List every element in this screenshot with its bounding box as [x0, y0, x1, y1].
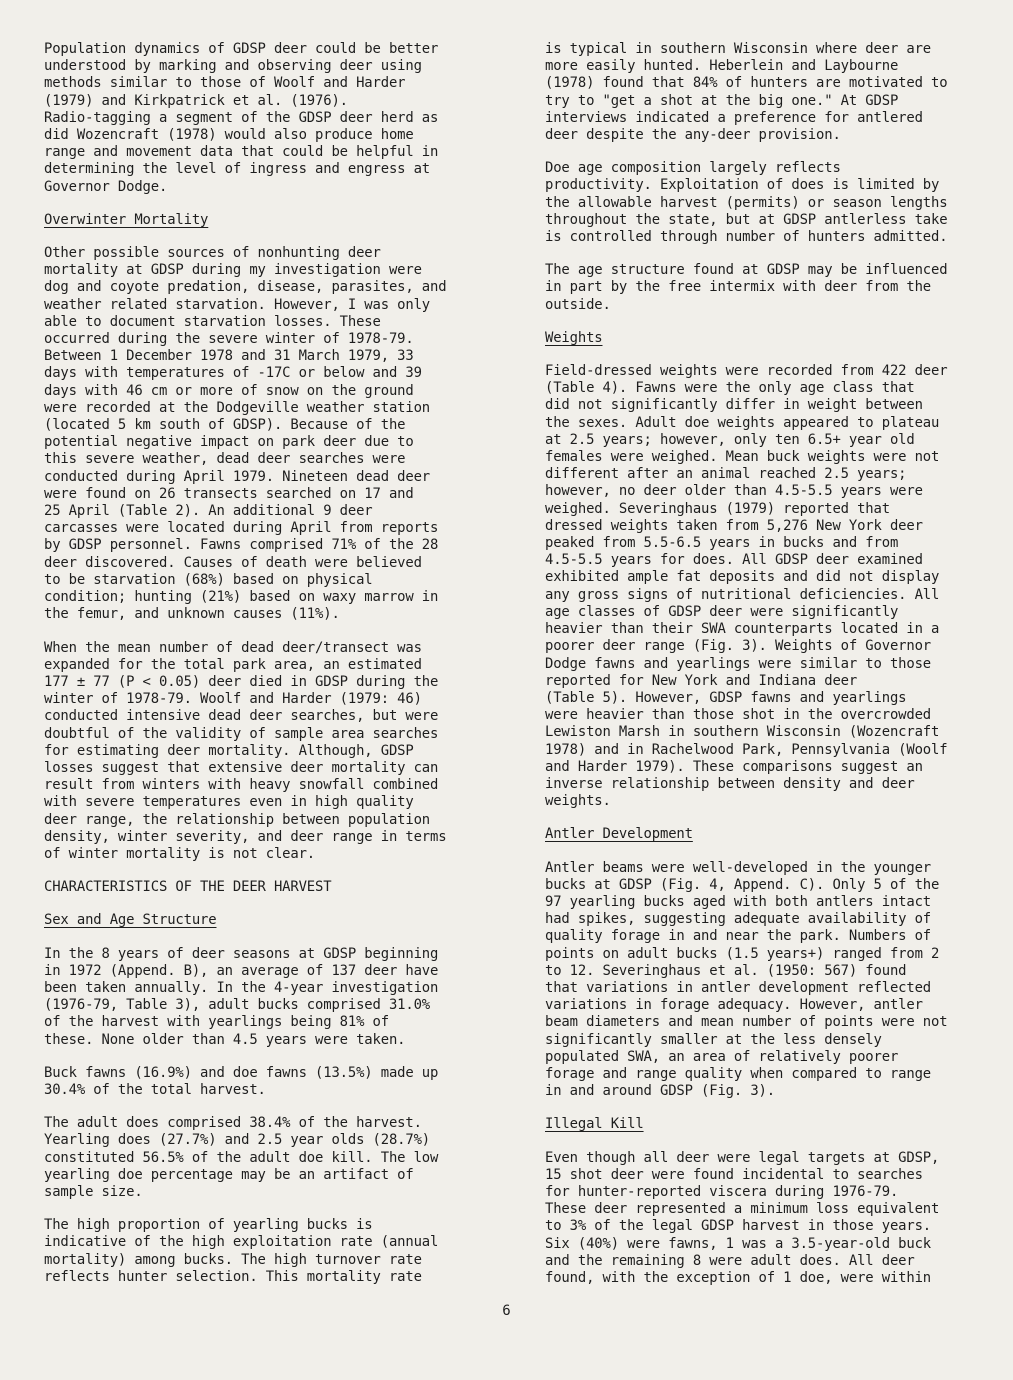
right-column [545, 41, 985, 1303]
paragraph: Buck fawns (16.9%) and doe fawns (13.5%) made up 30.4% of the total harvest. [44, 1064, 439, 1098]
section-heading-weights: Weights [545, 329, 603, 346]
section-heading-illegal-kill: Illegal Kill [545, 1116, 644, 1133]
paragraph: Doe age composition largely reflects productivity. Exploitation of does is limited by the allowable harvest (permits) or season lengths throughout the state, but at GDSP antlerless take is controlled through number of hunters admitted. [545, 160, 948, 246]
section-heading-overwinter-mortality: Overwinter Mortality [44, 211, 209, 228]
paragraph: is typical in southern Wisconsin where deer are more easily hunted. Heberlein and Laybourne (1978) found that 84% of hunters are motivated to try to "get a shot at the big one." At GDSP interviews indicated a preference for antlered deer despite the any-deer provision. [545, 41, 948, 144]
paragraph: In the 8 years of deer seasons at GDSP beginning in 1972 (Append. B), an average of 137 deer have been taken annually. In the 4-year investigation (1976-79, Table 3), adult bucks comprised 31.0% of the harvest with yearlings being 81% of these. None older than 4.5 years were taken. [44, 945, 439, 1048]
paragraph: Even though all deer were legal targets at GDSP, 15 shot deer were found incidental to searches for hunter-reported viscera during 1976-79. These deer represented a minimum loss equivalent to 3% of the legal GDSP harvest in those years. Six (40%) were fawns, 1 was a 3.5-year-old buck and the remaining 8 were adult does. All deer found, with the exception of 1 doe, were within [545, 1149, 940, 1286]
paragraph: The adult does comprised 38.4% of the harvest. Yearling does (27.7%) and 2.5 year olds (28.7%) constituted 56.5% of the adult doe kill. The low yearling doe percentage may be an artifact of sample size. [44, 1115, 439, 1200]
paragraph: The high proportion of yearling bucks is indicative of the high exploitation rate (annual mortality) among bucks. The high turnover rate reflects hunter selection. This mortality rate [44, 1217, 439, 1285]
section-title-harvest-characteristics: CHARACTERISTICS OF THE DEER HARVEST [44, 879, 332, 896]
page-number: 6 [502, 1303, 511, 1319]
paragraph: Field-dressed weights were recorded from 422 deer (Table 4). Fawns were the only age class that did not significantly differ in weight between the sexes. Adult doe weights appeared to plateau at 2.5 years; however, only ten 6.5+ year old females were weighed. Mean buck weights were not different after an animal reached 2.5 years; however, no deer older than 4.5-5.5 years were weighed. Severinghaus (1979) reported that dressed weights taken from 5,276 New York deer peaked from 5.5-6.5 years in bucks and from 4.5-5.5 years for does. All GDSP deer examined exhibited ample fat deposits and did not display any gross signs of nutritional deficiencies. All age classes of GDSP deer were significantly heavier than their SWA counterparts located in a poorer deer range (Fig. 3). Weights of Governor Dodge fawns and yearlings were similar to those reported for New York and Indiana deer (Table 5). However, GDSP fawns and yearlings were heavier than those shot in the overcrowded Lewiston Marsh in southern Wisconsin (Wozencraft 1978) and in Rachelwood Park, Pennsylvania (Woolf and Harder 1979). These comparisons suggest an inverse relationship between density and deer weights. [545, 363, 948, 810]
paragraph: The age structure found at GDSP may be influenced in part by the free intermix with deer from the outside. [545, 262, 948, 313]
paragraph: Other possible sources of nonhunting deer mortality at GDSP during my investigation were dog and coyote predation, disease, parasites, and weather related starvation. However, I was only able to document starvation losses. These occurred during the severe winter of 1978-79. Between 1 December 1978 and 31 March 1979, 33 days with temperatures of -17C or below and 39 days with 46 cm or more of snow on the ground were recorded at the Dodgeville weather station (located 5 km south of GDSP). Because of the potential negative impact on park deer due to this severe weather, dead deer searches were conducted during April 1979. Nineteen dead deer were found on 26 transects searched on 17 and 25 April (Table 2). An additional 9 deer carcasses were located during April from reports by GDSP personnel. Fawns comprised 71% of the 28 deer discovered. Causes of death were believed to be starvation (68%) based on physical condition; hunting (21%) based on waxy marrow in the femur, and unknown causes (11%). [44, 245, 447, 623]
section-heading-antler-development: Antler Development [545, 826, 693, 843]
paragraph: When the mean number of dead deer/transect was expanded for the total park area, an estimated 177 ± 77 (P < 0.05) deer died in GDSP during the winter of 1978-79. Woolf and Harder (1979: 46) conducted intensive dead deer searches, but were doubtful of the validity of sample area searches for estimating deer mortality. Although, GDSP losses suggest that extensive deer mortality can result from winters with heavy snowfall combined with severe temperatures even in high quality deer range, the relationship between population density, winter severity, and deer range in terms of winter mortality is not clear. [44, 639, 447, 862]
paragraph: Population dynamics of GDSP deer could be better understood by marking and observing deer using methods similar to those of Woolf and Harder (1979) and Kirkpatrick et al. (1976). Radio-tagging a segment of the GDSP deer herd as did Wozencraft (1978) would also produce home range and movement data that could be helpful in determining the level of ingress and engress at Governor Dodge. [44, 41, 439, 195]
paragraph: Antler beams were well-developed in the younger bucks at GDSP (Fig. 4, Append. C). Only 5 of the 97 yearling bucks aged with both antlers intact had spikes, suggesting adequate availability of quality forage in and near the park. Numbers of points on adult bucks (1.5 years+) ranged from 2 to 12. Severinghaus et al. (1950: 567) found that variations in antler development reflected variations in forage adequacy. However, antler beam diameters and mean number of points were not significantly smaller at the less densely populated SWA, an area of relatively poorer forage and range quality when compared to range in and around GDSP (Fig. 3). [545, 859, 948, 1100]
section-heading-sex-age-structure: Sex and Age Structure [44, 912, 217, 929]
left-column [44, 41, 484, 1302]
